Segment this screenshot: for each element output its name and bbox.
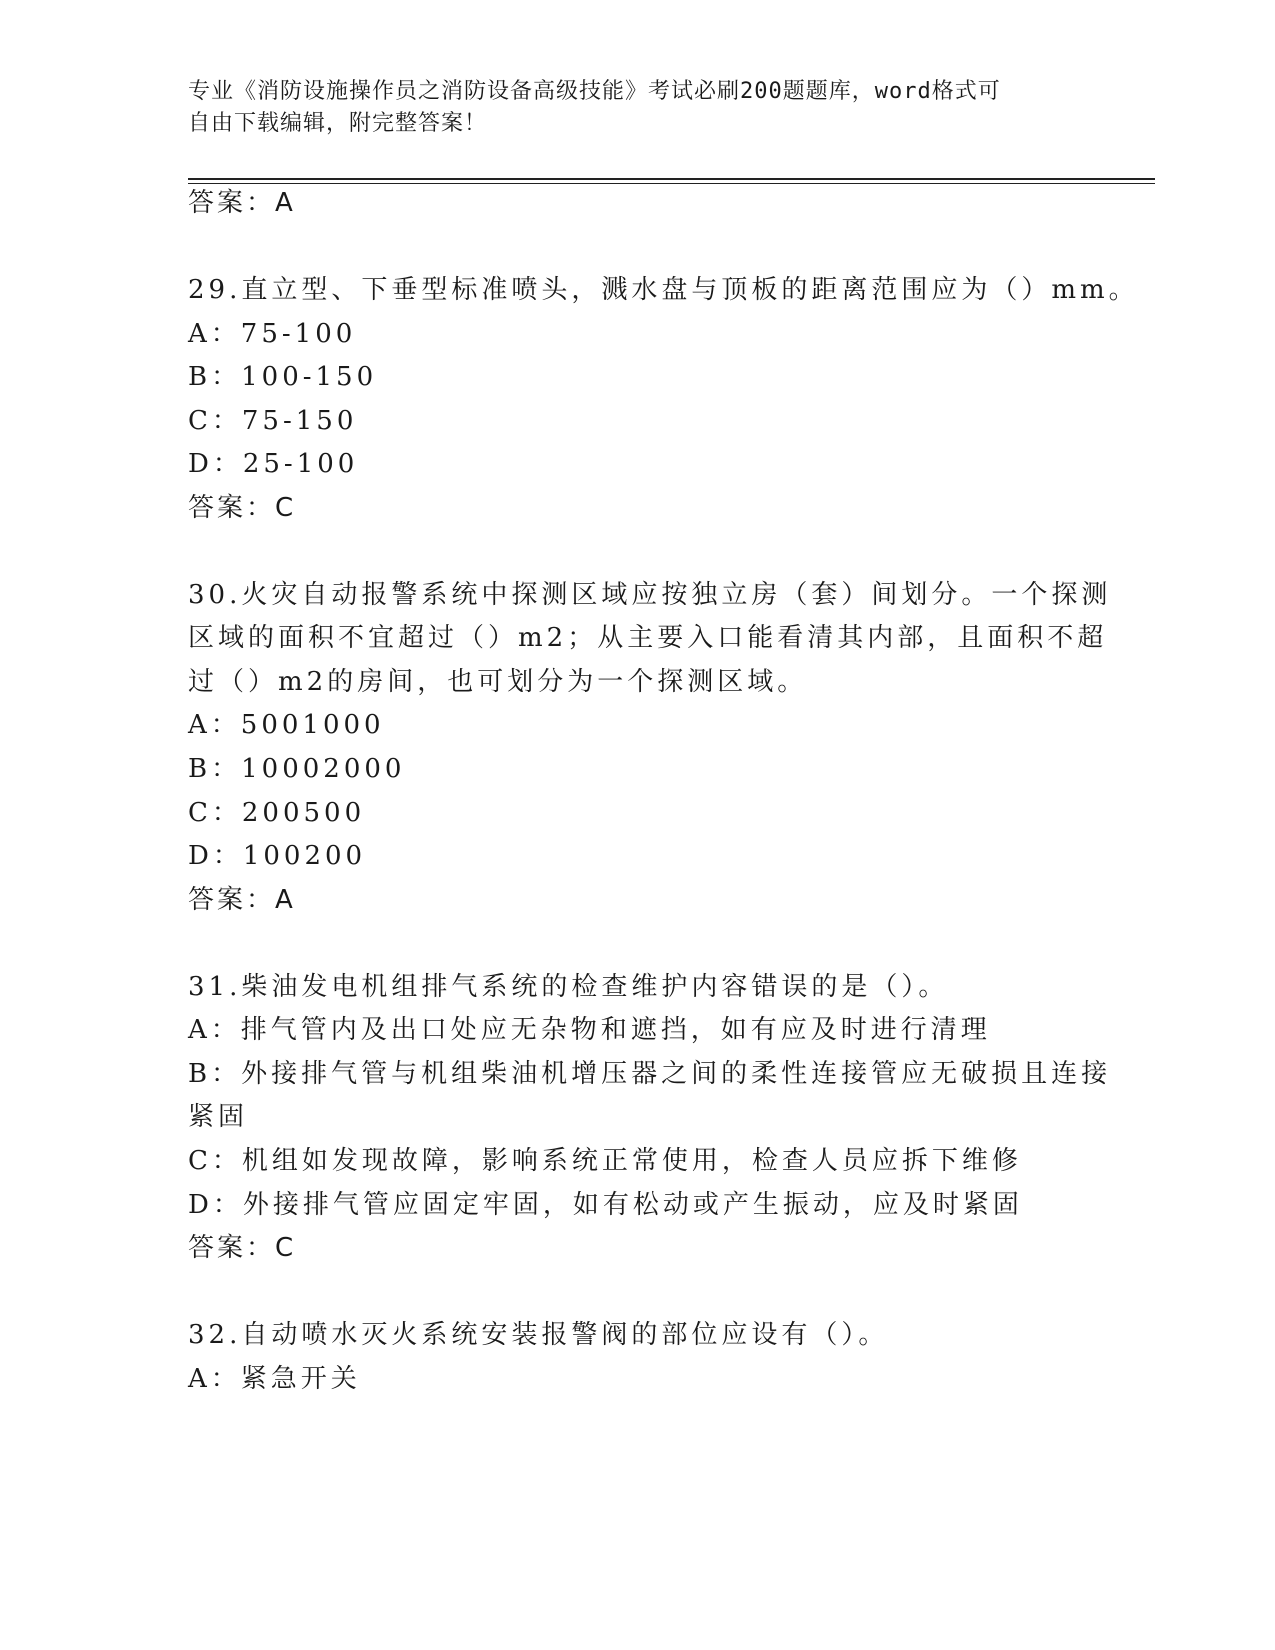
header-divider-thin — [188, 183, 1155, 184]
question-29-option-a: A：75-100 — [188, 319, 357, 349]
question-29-stem: 29.直立型、下垂型标准喷头，溅水盘与顶板的距离范围应为（）mm。 — [188, 275, 1139, 305]
question-31-answer: 答案：C — [188, 1233, 297, 1263]
answer-previous: 答案：A — [188, 188, 296, 218]
question-32-stem: 32.自动喷水灭火系统安装报警阀的部位应设有（）。 — [188, 1320, 889, 1350]
question-31-option-a: A：排气管内及出口处应无杂物和遮挡，如有应及时进行清理 — [188, 1015, 991, 1045]
header-line-1: 专业《消防设施操作员之消防设备高级技能》考试必刷200题题库，word格式可 — [188, 79, 1001, 104]
question-30-option-a: A：5001000 — [188, 710, 385, 740]
question-29-option-d: D：25-100 — [188, 449, 359, 479]
header-line-2: 自由下载编辑，附完整答案！ — [188, 111, 488, 136]
question-30-option-c: C：200500 — [188, 798, 366, 828]
question-32-option-a: A：紧急开关 — [188, 1364, 361, 1394]
question-30-stem-line-2: 区域的面积不宜超过（）m2；从主要入口能看清其内部，且面积不超 — [188, 623, 1108, 653]
question-30-stem-line-1: 30.火灾自动报警系统中探测区域应按独立房（套）间划分。一个探测 — [188, 580, 1112, 610]
question-30-answer: 答案：A — [188, 885, 296, 915]
question-31-option-d: D：外接排气管应固定牢固，如有松动或产生振动，应及时紧固 — [188, 1190, 1023, 1220]
question-30-option-d: D：100200 — [188, 841, 367, 871]
question-30-stem-line-3: 过（）m2的房间，也可划分为一个探测区域。 — [188, 667, 808, 697]
header-divider-thick — [188, 178, 1155, 180]
document-header — [188, 76, 1068, 140]
question-29-option-b: B：100-150 — [188, 362, 378, 392]
question-30-option-b: B：10002000 — [188, 754, 406, 784]
question-31-option-b: B：外接排气管与机组柴油机增压器之间的柔性连接管应无破损且连接 — [188, 1059, 1112, 1089]
question-31-stem: 31.柴油发电机组排气系统的检查维护内容错误的是（）。 — [188, 972, 949, 1002]
question-29-option-c: C：75-150 — [188, 406, 358, 436]
question-31-option-c: C：机组如发现故障，影响系统正常使用，检查人员应拆下维修 — [188, 1146, 1022, 1176]
question-31-option-b-cont: 紧固 — [188, 1102, 249, 1132]
question-29-answer: 答案：C — [188, 493, 297, 523]
